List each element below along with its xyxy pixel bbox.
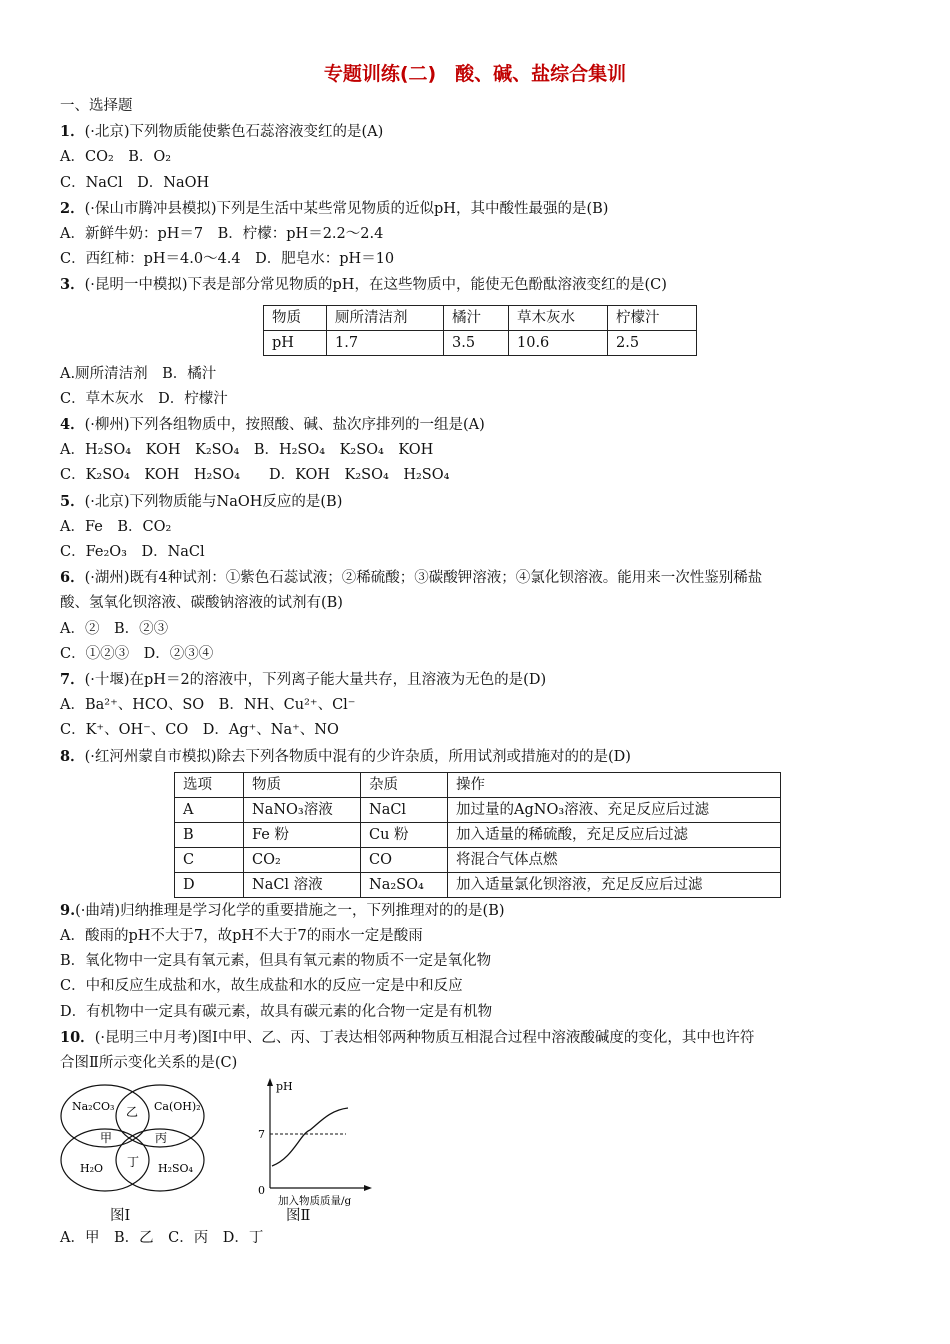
table-cell: A: [175, 797, 244, 822]
ph-table: [263, 305, 697, 356]
table-cell: NaNO₃溶液: [244, 797, 361, 822]
question-10: [60, 1025, 890, 1051]
figure-1-venn: [60, 1080, 230, 1200]
question-stem: (·北京)下列物质能与NaOH反应的是(B): [84, 493, 343, 510]
table-cell: 加入适量氯化钡溶液，充足反应后过滤: [448, 872, 781, 897]
question-9: [60, 898, 890, 924]
option-line: C．①②③ D．②③④: [60, 645, 214, 662]
label-bing: 丙: [155, 1131, 168, 1146]
question-6: [60, 565, 890, 591]
table-row: [264, 305, 697, 330]
table-row: [175, 872, 781, 897]
option-line: B．氧化物中一定具有氧元素，但具有氧元素的物质不一定是氧化物: [60, 953, 492, 970]
option-line: C．K₂SO₄ KOH H₂SO₄ D．KOH K₂SO₄ H₂SO₄: [60, 467, 450, 484]
table-row: [175, 822, 781, 847]
question-stem: (·北京)下列物质能使紫色石蕊溶液变红的是(A): [84, 124, 384, 141]
label-h2o: H₂O: [80, 1162, 104, 1176]
question-number: 6．: [60, 569, 85, 587]
question-number: 10．: [60, 1028, 95, 1046]
caption-figure-1: 图Ⅰ: [110, 1208, 131, 1225]
question-stem: (·保山市腾冲县模拟)下列是生活中某些常见物质的近似pH，其中酸性最强的是(B): [84, 200, 609, 217]
question-number: 5．: [60, 492, 85, 510]
option-line: A.厕所清洁剂 B．橘汁: [60, 365, 217, 382]
option-line: A．Fe B．CO₂: [60, 518, 172, 535]
table-cell: 10.6: [509, 330, 608, 355]
label-jia: 甲: [100, 1131, 113, 1146]
question-stem: (·昆明三中月考)图Ⅰ中甲、乙、丙、丁表达相邻两种物质互相混合过程中溶液酸碱度的变化，其中也许符: [94, 1029, 755, 1046]
question-stem: (·柳州)下列各组物质中，按照酸、碱、盐次序排列的一组是(A): [84, 417, 485, 434]
question-number: 9.: [60, 901, 76, 919]
section-heading: 一、选择题: [60, 98, 133, 114]
option-line: C．K⁺、OH⁻、CO D．Ag⁺、Na⁺、NO: [60, 722, 339, 739]
table-cell: 选项: [175, 772, 244, 797]
y-axis-arrow: [267, 1078, 273, 1086]
option-line: C．Fe₂O₃ D．NaCl: [60, 544, 205, 561]
x-axis-label: 加入物质质量/g: [278, 1195, 352, 1207]
caption-figure-2: 图Ⅱ: [286, 1208, 311, 1225]
option-line: C．NaCl D．NaOH: [60, 174, 210, 191]
question-1: [60, 119, 890, 145]
table-cell: C: [175, 847, 244, 872]
question-5: [60, 489, 890, 515]
option-line: C．草木灰水 D．柠檬汁: [60, 390, 228, 407]
option-line: A．新鲜牛奶：pH＝7 B．柠檬：pH＝2.2～2.4: [60, 226, 384, 243]
table-cell: 将混合气体点燃: [448, 847, 781, 872]
option-line: A．酸雨的pH不大于7，故pH不大于7的雨水一定是酸雨: [60, 928, 423, 945]
table-cell: 加入适量的稀硫酸，充足反应后过滤: [448, 822, 781, 847]
option-line: A．CO₂ B．O₂: [60, 149, 172, 166]
tick-7: 7: [258, 1128, 265, 1142]
question-4: [60, 412, 890, 438]
ph-curve: [272, 1108, 348, 1166]
table-cell: Cu 粉: [361, 822, 448, 847]
table-cell: 操作: [448, 772, 781, 797]
option-line: A．Ba²⁺、HCO、SO B．NH、Cu²⁺、Cl⁻: [60, 697, 356, 714]
question-stem: (·湖州)既有4种试剂：①紫色石蕊试液；②稀硫酸；③碳酸钾溶液；④氯化钡溶液。能用来一次性鉴别稀盐: [84, 570, 763, 587]
label-na2co3: Na₂CO₃: [72, 1100, 115, 1114]
question-3: [60, 272, 890, 298]
table-cell: Fe 粉: [244, 822, 361, 847]
question-stem-continued: 合图Ⅱ所示变化关系的是(C): [60, 1055, 238, 1072]
table-row: [175, 847, 781, 872]
table-cell: 物质: [244, 772, 361, 797]
table-cell: 2.5: [608, 330, 697, 355]
question-number: 4．: [60, 416, 85, 434]
question-stem-continued: 酸、氢氧化钡溶液、碳酸钠溶液的试剂有(B): [60, 595, 343, 612]
table-cell: NaCl 溶液: [244, 872, 361, 897]
impurity-table: [174, 772, 781, 898]
question-number: 1．: [60, 123, 85, 141]
table-cell: 加过量的AgNO₃溶液、充足反应后过滤: [448, 797, 781, 822]
question-stem: (·红河州蒙自市模拟)除去下列各物质中混有的少许杂质，所用试剂或措施对的的是(D): [84, 748, 631, 765]
y-axis-label: pH: [276, 1080, 293, 1094]
question-stem: (·十堰)在pH＝2的溶液中，下列离子能大量共存，且溶液为无色的是(D): [84, 672, 547, 689]
table-cell: B: [175, 822, 244, 847]
table-cell: 橘汁: [444, 305, 509, 330]
label-h2so4: H₂SO₄: [158, 1162, 193, 1176]
question-7: [60, 667, 890, 693]
table-cell: 3.5: [444, 330, 509, 355]
table-cell: NaCl: [361, 797, 448, 822]
option-line: C．中和反应生成盐和水，故生成盐和水的反应一定是中和反应: [60, 978, 463, 995]
table-cell: 草木灰水: [509, 305, 608, 330]
table-row: [264, 330, 697, 355]
table-cell: 1.7: [327, 330, 444, 355]
table-cell: 杂质: [361, 772, 448, 797]
question-number: 2．: [60, 199, 85, 217]
page-title: 专题训练(二) 酸、碱、盐综合集训: [323, 63, 627, 85]
question-8: [60, 744, 890, 770]
label-caoh2: Ca(OH)₂: [154, 1100, 201, 1114]
label-ding: 丁: [127, 1155, 140, 1170]
figures: [60, 1076, 890, 1226]
table-cell: Na₂SO₄: [361, 872, 448, 897]
table-cell: CO: [361, 847, 448, 872]
label-yi: 乙: [126, 1105, 139, 1120]
x-axis-arrow: [364, 1185, 372, 1191]
figure-2-ph-curve: [248, 1076, 398, 1206]
page: [60, 60, 890, 1252]
table-cell: D: [175, 872, 244, 897]
question-number: 7．: [60, 671, 85, 689]
table-cell: 物质: [264, 305, 327, 330]
option-line: D．有机物中一定具有碳元素，故具有碳元素的化合物一定是有机物: [60, 1003, 493, 1020]
option-line: C．西红柿：pH＝4.0～4.4 D．肥皂水：pH＝10: [60, 251, 395, 268]
question-number: 8．: [60, 747, 85, 765]
question-2: [60, 196, 890, 222]
table-cell: 厕所清洁剂: [327, 305, 444, 330]
table-cell: pH: [264, 330, 327, 355]
table-cell: 柠檬汁: [608, 305, 697, 330]
option-line: A．甲 B．乙 C．丙 D．丁: [60, 1230, 264, 1247]
table-cell: CO₂: [244, 847, 361, 872]
option-line: A．H₂SO₄ KOH K₂SO₄ B．H₂SO₄ K₂SO₄ KOH: [60, 442, 434, 459]
question-number: 3．: [60, 276, 85, 294]
table-row: [175, 797, 781, 822]
question-stem: (·曲靖)归纳推理是学习化学的重要措施之一，下列推理对的的是(B): [75, 902, 505, 919]
tick-0: 0: [258, 1184, 265, 1198]
question-stem: (·昆明一中模拟)下表是部分常见物质的pH，在这些物质中，能使无色酚酞溶液变红的是(C): [84, 277, 667, 294]
option-line: A．② B．②③: [60, 620, 169, 637]
table-row: [175, 772, 781, 797]
